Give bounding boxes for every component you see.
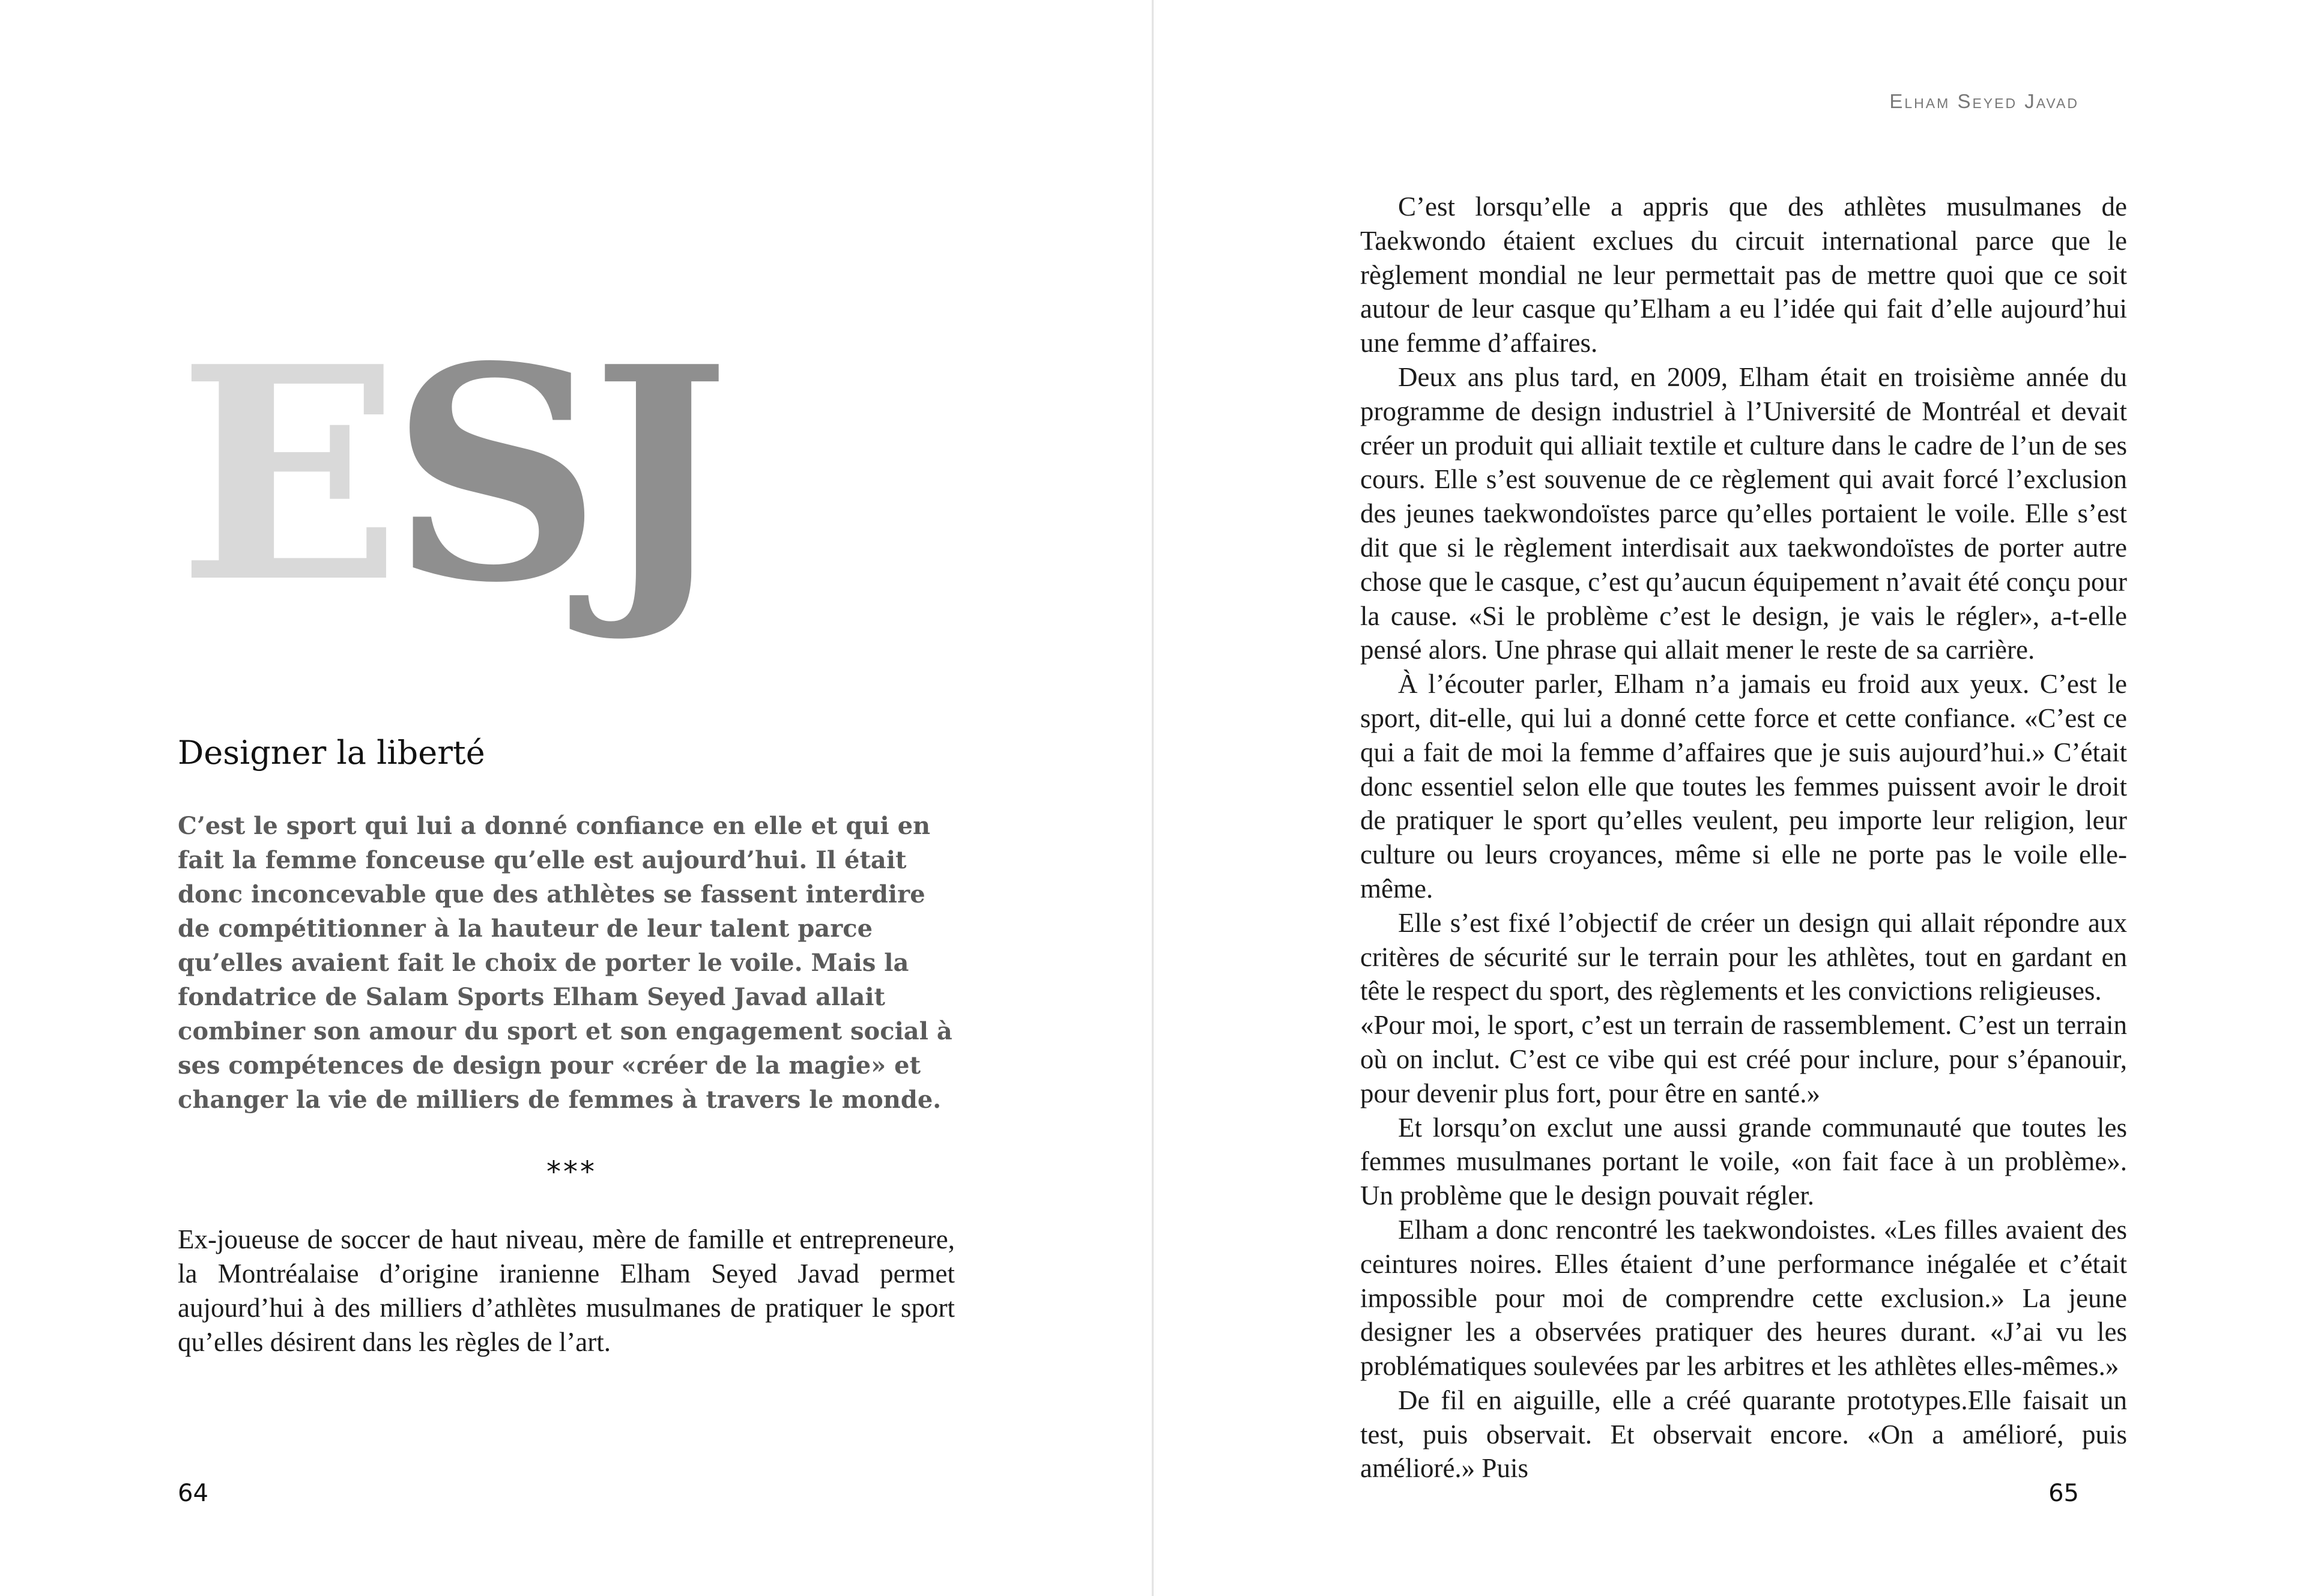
running-head: Elham Seyed Javad [1889, 90, 2079, 112]
body-paragraph-quote: «Pour moi, le sport, c’est un terrain de rassemblement. C’est un terrain où on inclut. C’est ce vibe qui est créé pour inclure, pour s’épanouir, pour devenir plus fort, pour être en santé.» [1360, 1010, 2127, 1108]
body-paragraph: Et lorsqu’on exclut une aussi grande communauté que toutes les femmes musulmanes portant le voile, «on fait face à un problème». Un problème que le design pouvait régler. [1360, 1112, 2127, 1211]
body-paragraph: De fil en aiguille, elle a créé quarante prototypes.Elle faisait un test, puis observait. Et observait encore. «On a amélioré, puis amélioré.» Puis [1360, 1385, 2127, 1484]
section-title: Designer la liberté [178, 734, 485, 772]
right-page [1153, 0, 2306, 1596]
lead-paragraph: Ex-joueuse de soccer de haut niveau, mère de famille et entrepreneure, la Montréalaise d’origine iranienne Elham Seyed Javad permet aujourd’hui à des milliers d’athlètes musulmanes de pratiquer le sport qu’elles désirent dans les règles de l’art. [178, 1224, 955, 1357]
body-paragraph: C’est lorsqu’elle a appris que des athlètes musulmanes de Taekwondo étaient exclues du circuit international parce que le règlement mondial ne leur permettait pas de mettre quoi que ce soit autour de leur casque qu’Elham a eu l’idée qui fait d’elle aujourd’hui une femme d’affaires. [1360, 192, 2127, 358]
monogram-initial: E [178, 303, 390, 647]
page-number-left: 64 [178, 1480, 208, 1507]
page-number-right: 65 [2048, 1480, 2079, 1507]
section-separator: *** [546, 1155, 597, 1189]
intro-paragraph: C’est le sport qui lui a donné confiance en elle et qui en fait la femme fonceuse qu’elle est aujourd’hui. Il était donc inconcevable que des athlètes se fassent interdire de compétitionner à la hauteur de leur talent parce qu’elles avaient fait le choix de porter le voile. Mais la fondatrice de Salam Sports Elham Seyed Javad allait combiner son amour du sport et son engagement social à ses compétences de design pour «créer de la magie» et changer la vie de milliers de femmes à travers le monde. [178, 812, 952, 1114]
monogram-rest: SJ [390, 303, 719, 647]
body-paragraph: Deux ans plus tard, en 2009, Elham était en troisième année du programme de design industriel à l’Université de Montréal et devait créer un produit qui alliait textile et culture dans le cadre de l’un de ses cours. Elle s’est souvenue de ce règlement qui avait forcé l’exclusion des jeunes taekwondoïstes parce qu’elles portaient le voile. Elle s’est dit que si le règlement interdisait aux taekwondoïstes de porter autre chose que le casque, c’est qu’aucun équipement n’avait été conçu pour la cause. «Si le problème c’est le design, je vais le régler», a-t-elle pensé alors. Une phrase qui allait mener le reste de sa carrière. [1360, 361, 2128, 665]
left-page [0, 0, 1152, 1596]
body-text [1360, 190, 2127, 1486]
body-paragraph: Elham a donc rencontré les taekwondoistes. «Les filles avaient des ceintures noires. Elles étaient d’une performance inégalée et c’était impossible pour moi de comprendre cette exclusion.» La jeune designer les a observées pratiquer des heures durant. «J’ai vu les problématiques soulevées par les arbitres et les athlètes elles-mêmes.» [1360, 1214, 2127, 1382]
monogram [178, 303, 719, 647]
body-paragraph: À l’écouter parler, Elham n’a jamais eu froid aux yeux. C’est le sport, dit-elle, qui lui a donné cette force et cette confiance. «C’est ce qui a fait de moi la femme d’affaires que je suis aujourd’hui.» C’était donc essentiel selon elle que toutes les femmes puissent avoir le droit de pratiquer le sport qu’elles veulent, peu importe leur religion, leur culture ou leurs croyances, même si elle ne porte pas le voile elle-même. [1360, 669, 2127, 904]
body-paragraph: Elle s’est fixé l’objectif de créer un design qui allait répondre aux critères de sécurité sur le terrain pour les athlètes, tout en gardant en tête le respect du sport, des règlements et les convictions religieuses. [1360, 907, 2127, 1006]
